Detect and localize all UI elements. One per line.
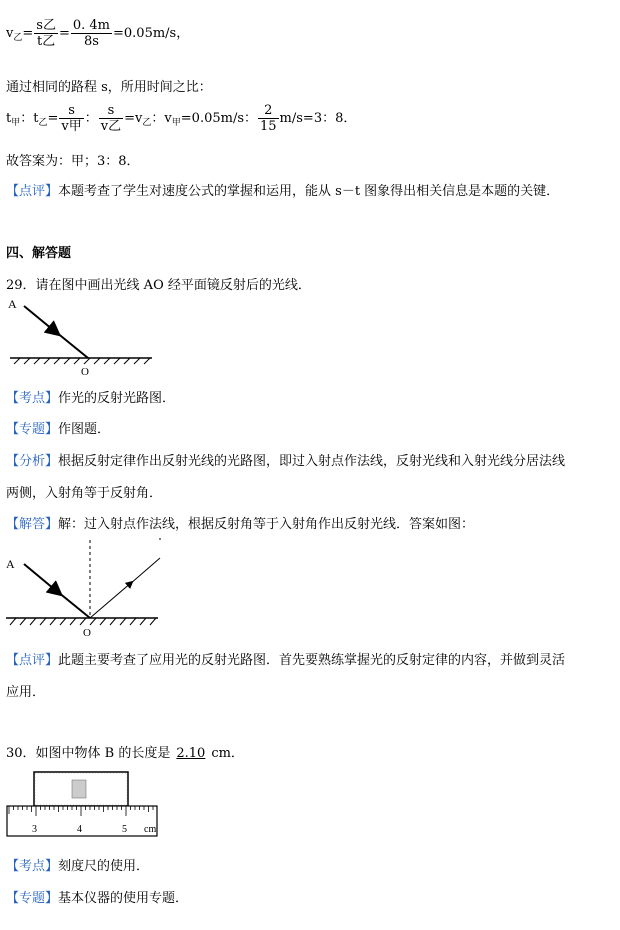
q29-dianping-cont: 应用． (6, 685, 46, 700)
label-a: A (8, 297, 17, 311)
figure-ruler (6, 770, 164, 840)
label-o: O (81, 366, 89, 376)
equation-vyi: $v_乙=$ $\frac{\text{s乙}}{\text{t乙}}$ = $\frac{0. 4m}{8s}$ =0.05m/s， (6, 18, 190, 49)
answer-line: 故答案为：甲；3：8． (6, 154, 140, 169)
figure-reflection-answer (4, 538, 162, 638)
q29-fenxi: 【分析】根据反射定律作出反射光线的光路图，即过入射点作法线，反射光线和入射光线分居法线 (6, 454, 566, 469)
fraction-s-vjia: $\frac{s}{\text{v甲}}$ (61, 103, 82, 134)
text-line: 通过相同的路程 s，所用时间之比： (6, 80, 212, 95)
q30-kaodian: 【考点】刻度尺的使用． (6, 859, 150, 874)
q29-zhuanti: 【专题】作图题． (6, 422, 111, 437)
ruler-label-3: 3 (32, 824, 37, 835)
q30-stem: 30．如图中物体 B 的长度是 2.10 cm． (6, 746, 244, 761)
reflected-ray (90, 582, 132, 618)
comment-tag: 【点评】 (6, 184, 59, 199)
q29-fenxi-cont: 两侧，入射角等于反射角． (6, 486, 163, 501)
answer-blank: 2.10 (176, 746, 206, 761)
label-a: A (6, 557, 15, 571)
q29-dianping: 【点评】此题主要考查了应用光的反射光路图．首先要熟练掌握光的反射定律的内容，并做到灵活 (6, 653, 566, 668)
label-o: O (83, 627, 91, 638)
fraction-values: $\frac{0. 4m}{8s}$ (72, 18, 110, 49)
ruler-unit: cm (144, 824, 157, 835)
fraction-s-vyi: $\frac{s}{\text{v乙}}$ (100, 103, 122, 134)
fraction-s-over-t: $\frac{\text{s乙}}{\text{t乙}}$ (36, 18, 56, 49)
q29-jieda: 【解答】解：过入射点作法线，根据反射角等于入射角作出反射光线．答案如图： (6, 517, 475, 532)
ruler-body (7, 806, 157, 836)
equation-time-ratio: $t_甲$：$t_乙=$ $\frac{s}{\text{v甲}}$ ： $\frac{s}{\text{v乙}}$ $=v_乙$：$v_甲=0.05m/s$： $\frac{2}{15}$ m/s=3：8． (6, 103, 357, 134)
figure-incident-ray (6, 294, 156, 376)
incident-ray (24, 564, 60, 594)
ruler-label-4: 4 (77, 824, 82, 835)
section-heading: 四、解答题 (6, 246, 72, 261)
q29-stem: 29．请在图中画出光线 AO 经平面镜反射后的光线． (6, 278, 311, 293)
q29-kaodian: 【考点】作光的反射光路图． (6, 391, 176, 406)
comment-line: 【点评】本题考查了学生对速度公式的掌握和运用，能从 s－t 图象得出相关信息是本题的关键． (6, 184, 560, 199)
ruler-label-5: 5 (122, 824, 127, 835)
fraction-2-15: $\frac{2}{15}$ (260, 103, 277, 134)
incident-ray (24, 306, 58, 334)
q30-zhuanti: 【专题】基本仪器的使用专题． (6, 891, 189, 906)
